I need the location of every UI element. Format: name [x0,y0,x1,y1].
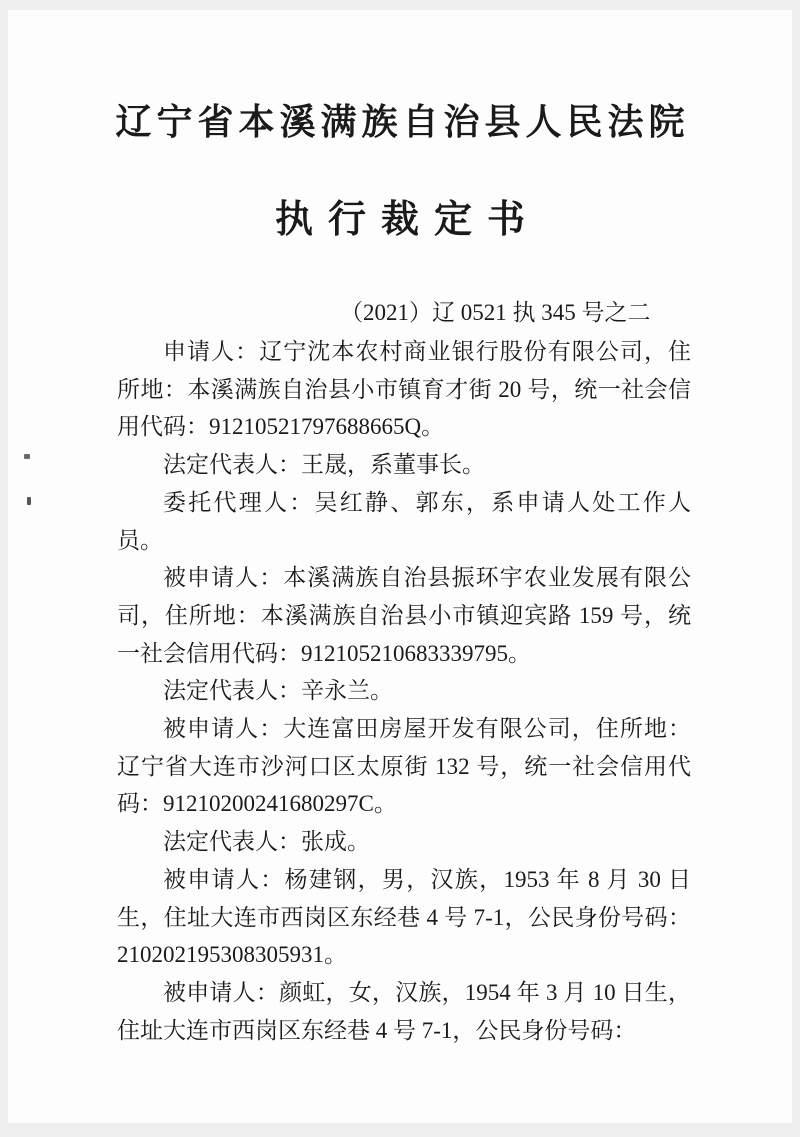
document-body [117,333,691,1049]
paragraph-legal-rep-1: 法定代表人：王晟，系董事长。 [163,452,485,478]
paragraph-respondent-1: 被申请人：本溪满族自治县振环宇农业发展有限公司，住所地：本溪满族自治县小市镇迎宾路 159 号，统一社会信用代码：912105210683339795。 [117,565,691,666]
document-title: 执行裁定书 [274,199,540,241]
paragraph-respondent-4: 被申请人：颜虹，女，汉族，1954 年 3 月 10 日生，住址大连市西岗区东经巷 4 号 7-1，公民身份号码： [117,979,691,1043]
document-page [8,10,792,1123]
court-name: 辽宁省本溪满族自治县人民法院 [115,102,690,142]
scan-speck [27,497,31,505]
paragraph-respondent-3: 被申请人：杨建钢，男，汉族，1953 年 8 月 30 日生，住址大连市西岗区东经巷 4 号 7-1，公民身份号码：210202195308305931。 [117,866,691,968]
paragraph-respondent-2: 被申请人：大连富田房屋开发有限公司，住所地：辽宁省大连市沙河口区太原街 132 号，统一社会信用代码：91210200241680297C。 [117,716,691,817]
case-number: （2021）辽 0521 执 345 号之二 [340,300,651,325]
scan-speck [24,454,30,459]
paragraph-legal-rep-3: 法定代表人：张成。 [163,829,370,855]
paragraph-applicant: 申请人：辽宁沈本农村商业银行股份有限公司，住所地：本溪满族自治县小市镇育才街 20 号，统一社会信用代码：91210521797688665Q。 [117,339,691,440]
paragraph-legal-rep-2: 法定代表人：辛永兰。 [163,678,393,704]
paragraph-agents: 委托代理人：吴红静、郭东，系申请人处工作人员。 [117,489,691,553]
